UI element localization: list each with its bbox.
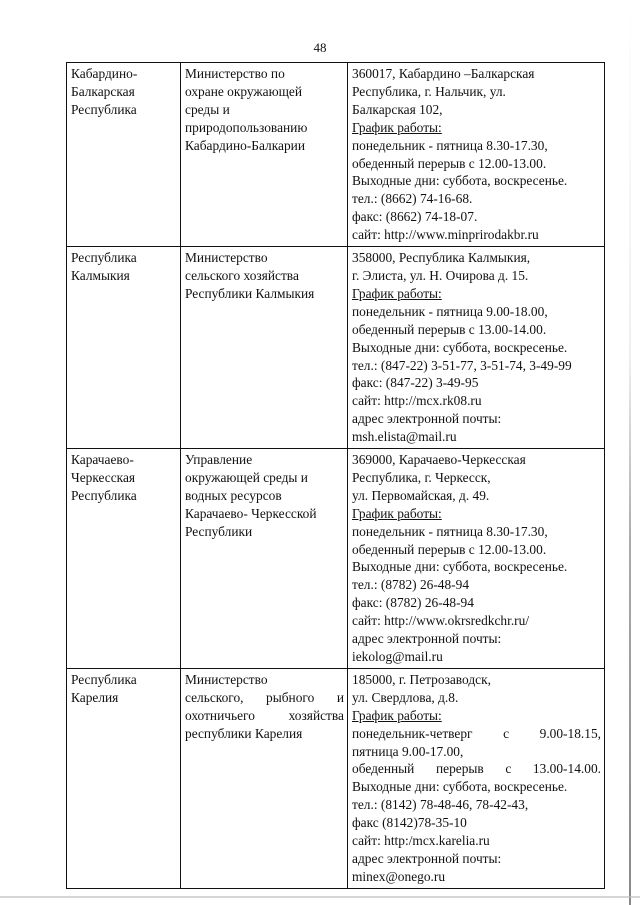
scan-bottom-line [0, 896, 640, 898]
department-line: среды и [185, 101, 230, 117]
contact-line: тел.: (847-22) 3-51-77, 3-51-74, 3-49-99 [352, 357, 572, 373]
contact-line: понедельник - пятница 8.30-17.30, [352, 137, 548, 153]
region-cell [67, 449, 181, 669]
region-line: Республика [71, 487, 137, 503]
region-cell [67, 63, 181, 247]
contact-line: iekolog@mail.ru [352, 649, 443, 664]
contacts-cell [348, 449, 605, 669]
contacts-cell [348, 63, 605, 247]
region-line: Карелия [71, 689, 119, 705]
regions-table [66, 62, 605, 889]
scan-edge-shadow [629, 0, 631, 905]
contacts-cell [348, 247, 605, 449]
contact-line: факс (8142)78-35-10 [352, 815, 467, 831]
department-line: Министерство по [185, 66, 285, 81]
region-cell [67, 247, 181, 449]
contact-line: обеденный перерыв с 12.00-13.00. [352, 155, 547, 171]
contact-line: обеденный перерыв с 13.00-14.00. [352, 321, 547, 337]
contact-line: обеденный перерыв с 12.00-13.00. [352, 541, 547, 557]
region-line: Балкарская [71, 83, 135, 99]
contact-line: г. Элиста, ул. Н. Очирова д. 15. [352, 267, 529, 283]
contact-line: minex@onego.ru [352, 868, 446, 884]
contact-line: Выходные дни: суббота, воскресенье. [352, 339, 568, 355]
department-line: охране окружающей [185, 83, 303, 99]
department-cell [181, 63, 348, 247]
department-line: сельского хозяйства [185, 267, 299, 283]
department-line: Карачаево- Черкесской [185, 505, 317, 521]
table-body [67, 63, 605, 889]
contact-line: факс: (847-22) 3-49-95 [352, 375, 479, 391]
region-line: Кабардино- [71, 66, 138, 81]
region-line: Карачаево- [71, 452, 134, 468]
contact-line: ул. Свердлова, д.8. [352, 689, 459, 705]
department-line: Министерство [185, 250, 268, 266]
contact-line: Республика, г. Нальчик, ул. [352, 83, 506, 99]
page-number: 48 [313, 40, 327, 55]
department-line: Кабардино-Балкарии [185, 137, 305, 153]
contact-line: сайт: http:/mcx.karelia.ru [352, 833, 490, 849]
contact-line: ул. Первомайская, д. 49. [352, 487, 490, 503]
region-line: Калмыкия [71, 267, 130, 283]
contact-line: тел.: (8662) 74-16-68. [352, 191, 473, 207]
region-line: Черкесская [71, 469, 136, 485]
contact-line: Выходные дни: суббота, воскресенье. [352, 779, 568, 795]
schedule-heading: График работы: [352, 285, 442, 301]
department-line: природопользованию [185, 119, 308, 135]
contact-line: Выходные дни: суббота, воскресенье. [352, 173, 568, 189]
contact-line: факс: (8662) 74-18-07. [352, 209, 478, 225]
department-cell [181, 449, 348, 669]
contact-line: тел.: (8782) 26-48-94 [352, 577, 470, 593]
contact-line: обеденный перерыв с 13.00-14.00. [352, 761, 601, 777]
table-row [67, 449, 605, 669]
region-line: Республика [71, 101, 137, 117]
contact-line: 358000, Республика Калмыкия, [352, 250, 531, 266]
department-line: сельского, рыбного и [185, 689, 344, 705]
schedule-heading: График работы: [352, 707, 442, 723]
schedule-heading: График работы: [352, 119, 442, 135]
contact-line: Балкарская 102, [352, 101, 443, 117]
contact-line: понедельник-четверг с 9.00-18.15, [352, 725, 601, 741]
contact-line: сайт: http://mcx.rk08.ru [352, 393, 482, 409]
department-line: Управление [185, 452, 253, 468]
department-line: республики Карелия [185, 725, 303, 741]
contact-line: пятница 9.00-17.00, [352, 743, 464, 759]
department-line: Министерство [185, 671, 268, 687]
contact-line: факс: (8782) 26-48-94 [352, 595, 474, 611]
department-cell [181, 247, 348, 449]
table-row [67, 668, 605, 888]
department-line: охотничьего хозяйства [185, 707, 344, 723]
contact-line: понедельник - пятница 9.00-18.00, [352, 303, 548, 319]
contact-line: понедельник - пятница 8.30-17.30, [352, 523, 548, 539]
contact-line: Выходные дни: суббота, воскресенье. [352, 559, 568, 575]
region-line: Республика [71, 250, 137, 266]
department-cell [181, 668, 348, 888]
schedule-heading: График работы: [352, 505, 442, 521]
region-cell [67, 668, 181, 888]
contact-line: тел.: (8142) 78-48-46, 78-42-43, [352, 797, 529, 813]
department-line: Республики [185, 523, 253, 539]
department-line: окружающей среды и [185, 469, 308, 485]
contact-line: адрес электронной почты: [352, 411, 502, 427]
contact-line: 360017, Кабардино –Балкарская [352, 66, 535, 81]
contact-line: 369000, Карачаево-Черкесская [352, 452, 526, 468]
contact-line: адрес электронной почты: [352, 850, 502, 866]
department-line: Республики Калмыкия [185, 285, 315, 301]
contact-line: сайт: http://www.okrsredkchr.ru/ [352, 613, 530, 629]
contact-line: Республика, г. Черкесск, [352, 469, 491, 485]
contact-line: 185000, г. Петрозаводск, [352, 671, 491, 687]
contact-line: адрес электронной почты: [352, 631, 502, 647]
contact-line: сайт: http://www.minprirodakbr.ru [352, 227, 539, 243]
contact-line: msh.elista@mail.ru [352, 429, 457, 445]
department-line: водных ресурсов [185, 487, 282, 503]
table-row [67, 247, 605, 449]
contacts-cell [348, 668, 605, 888]
region-line: Республика [71, 671, 137, 687]
table-row [67, 63, 605, 247]
